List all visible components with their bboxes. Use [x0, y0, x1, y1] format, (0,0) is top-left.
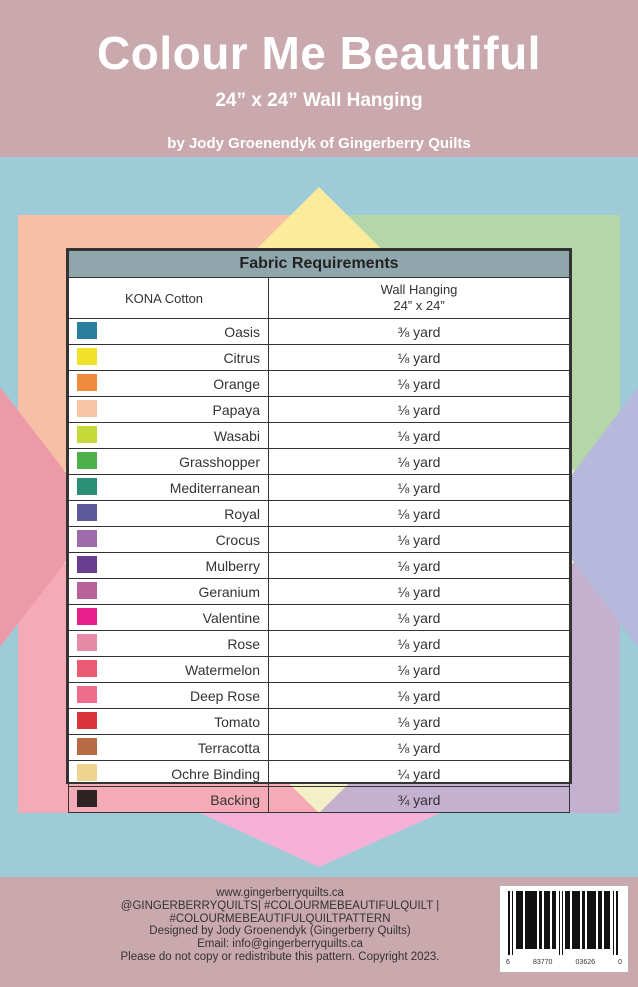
- table-row: [69, 709, 570, 735]
- fabric-amount: ⅛ yard: [269, 475, 570, 501]
- fabric-amount: ⅛ yard: [269, 735, 570, 761]
- color-swatch: [77, 374, 97, 391]
- fabric-name: Citrus: [223, 349, 260, 366]
- barcode-digits: 83770: [532, 959, 553, 966]
- fabric-amount: ¼ yard: [269, 761, 570, 787]
- color-swatch: [77, 764, 97, 781]
- fabric-name-cell: [69, 553, 269, 579]
- fabric-name: Rose: [227, 635, 260, 652]
- fabric-name-cell: [69, 787, 269, 813]
- table-row: [69, 449, 570, 475]
- table-row: [69, 735, 570, 761]
- fabric-name: Mediterranean: [169, 479, 260, 496]
- barcode-number: [506, 959, 622, 966]
- fabric-requirements-table: [66, 248, 572, 808]
- page-subtitle: 24” x 24” Wall Hanging: [215, 90, 423, 111]
- fabric-name-cell: [69, 527, 269, 553]
- table-row: [69, 579, 570, 605]
- table-heading: Fabric Requirements: [69, 251, 570, 278]
- author-byline: by Jody Groenendyk of Gingerberry Quilts: [167, 135, 471, 152]
- table-row: [69, 319, 570, 345]
- table-row: [69, 345, 570, 371]
- fabric-name-cell: [69, 709, 269, 735]
- fabric-name-cell: [69, 735, 269, 761]
- table-row: [69, 787, 570, 813]
- color-swatch: [77, 504, 97, 521]
- fabric-amount: ⅛ yard: [269, 709, 570, 735]
- fabric-name-cell: [69, 345, 269, 371]
- fabric-amount: ¾ yard: [269, 787, 570, 813]
- color-swatch: [77, 426, 97, 443]
- fabric-name-cell: [69, 371, 269, 397]
- color-swatch: [77, 608, 97, 625]
- fabric-name: Geranium: [198, 583, 260, 600]
- fabric-name: Tomato: [214, 713, 260, 730]
- table-row: [69, 527, 570, 553]
- fabric-name-cell: [69, 319, 269, 345]
- fabric-amount: ⅛ yard: [269, 397, 570, 423]
- barcode-digits: 03626: [575, 959, 595, 966]
- table-row: [69, 605, 570, 631]
- fabric-name: Oasis: [224, 323, 260, 340]
- fabric-name-cell: [69, 449, 269, 475]
- fabric-name-cell: [69, 761, 269, 787]
- fabric-name-cell: [69, 397, 269, 423]
- table-row: [69, 501, 570, 527]
- table-row: [69, 631, 570, 657]
- color-swatch: [77, 634, 97, 651]
- table-row: [69, 553, 570, 579]
- column-header-size-line2: 24” x 24”: [393, 298, 445, 313]
- fabric-amount: ⅛ yard: [269, 683, 570, 709]
- fabric-name-cell: [69, 475, 269, 501]
- fabric-name: Crocus: [215, 531, 260, 548]
- color-swatch: [77, 322, 97, 339]
- table-row: [69, 683, 570, 709]
- color-swatch: [77, 478, 97, 495]
- footer-line: Please do not copy or redistribute this pattern. Copyright 2023.: [120, 950, 440, 963]
- fabric-name: Orange: [213, 375, 260, 392]
- fabric-name: Ochre Binding: [171, 765, 260, 782]
- table-row: [69, 423, 570, 449]
- barcode-digit: 0: [618, 959, 622, 966]
- fabric-amount: ⅜ yard: [269, 319, 570, 345]
- page-title: Colour Me Beautiful: [97, 27, 541, 79]
- fabric-amount: ⅛ yard: [269, 423, 570, 449]
- fabric-name-cell: [69, 579, 269, 605]
- fabric-name-cell: [69, 657, 269, 683]
- color-swatch: [77, 556, 97, 573]
- fabric-name: Terracotta: [197, 739, 260, 756]
- color-swatch: [77, 790, 97, 807]
- fabric-name-cell: [69, 631, 269, 657]
- header-banner: [0, 0, 638, 157]
- fabric-amount: ⅛ yard: [269, 605, 570, 631]
- fabric-amount: ⅛ yard: [269, 449, 570, 475]
- footer-line: Email: info@gingerberryquilts.ca: [197, 938, 363, 951]
- column-header-fabric: KONA Cotton: [69, 278, 269, 319]
- fabric-amount: ⅛ yard: [269, 631, 570, 657]
- column-header-size-line1: Wall Hanging: [380, 282, 458, 297]
- barcode: [500, 886, 628, 972]
- fabric-amount: ⅛ yard: [269, 501, 570, 527]
- color-swatch: [77, 530, 97, 547]
- footer-line: #COLOURMEBEAUTIFULQUILTPATTERN: [169, 912, 391, 925]
- color-swatch: [77, 686, 97, 703]
- footer-line: @GINGERBERRYQUILTS| #COLOURMEBEAUTIFULQUILT |: [120, 899, 440, 912]
- fabric-name: Valentine: [202, 609, 260, 626]
- color-swatch: [77, 348, 97, 365]
- fabric-name-cell: [69, 501, 269, 527]
- footer-text: [90, 887, 470, 964]
- fabric-amount: ⅛ yard: [269, 657, 570, 683]
- fabric-amount: ⅛ yard: [269, 345, 570, 371]
- fabric-amount: ⅛ yard: [269, 579, 570, 605]
- fabric-name-cell: [69, 605, 269, 631]
- barcode-digit: 6: [506, 959, 510, 966]
- fabric-name: Deep Rose: [189, 687, 260, 704]
- fabric-name: Backing: [210, 791, 260, 808]
- color-swatch: [77, 582, 97, 599]
- column-header-size: [269, 278, 570, 319]
- fabric-amount: ⅛ yard: [269, 371, 570, 397]
- fabric-name: Royal: [224, 505, 260, 522]
- color-swatch: [77, 738, 97, 755]
- fabric-amount: ⅛ yard: [269, 553, 570, 579]
- color-swatch: [77, 712, 97, 729]
- fabric-name: Wasabi: [213, 427, 260, 444]
- table-row: [69, 657, 570, 683]
- fabric-name: Mulberry: [205, 557, 260, 574]
- fabric-name-cell: [69, 423, 269, 449]
- color-swatch: [77, 660, 97, 677]
- fabric-name-cell: [69, 683, 269, 709]
- table-row: [69, 371, 570, 397]
- table-row: [69, 475, 570, 501]
- footer-line: www.gingerberryquilts.ca: [216, 887, 344, 899]
- fabric-name: Papaya: [212, 401, 260, 418]
- table-row: [69, 761, 570, 787]
- footer-line: Designed by Jody Groenendyk (Gingerberry Quilts): [149, 925, 411, 938]
- fabric-name: Watermelon: [185, 661, 260, 678]
- fabric-name: Grasshopper: [179, 453, 260, 470]
- fabric-amount: ⅛ yard: [269, 527, 570, 553]
- barcode-bars: [508, 891, 620, 955]
- color-swatch: [77, 400, 97, 417]
- table-row: [69, 397, 570, 423]
- color-swatch: [77, 452, 97, 469]
